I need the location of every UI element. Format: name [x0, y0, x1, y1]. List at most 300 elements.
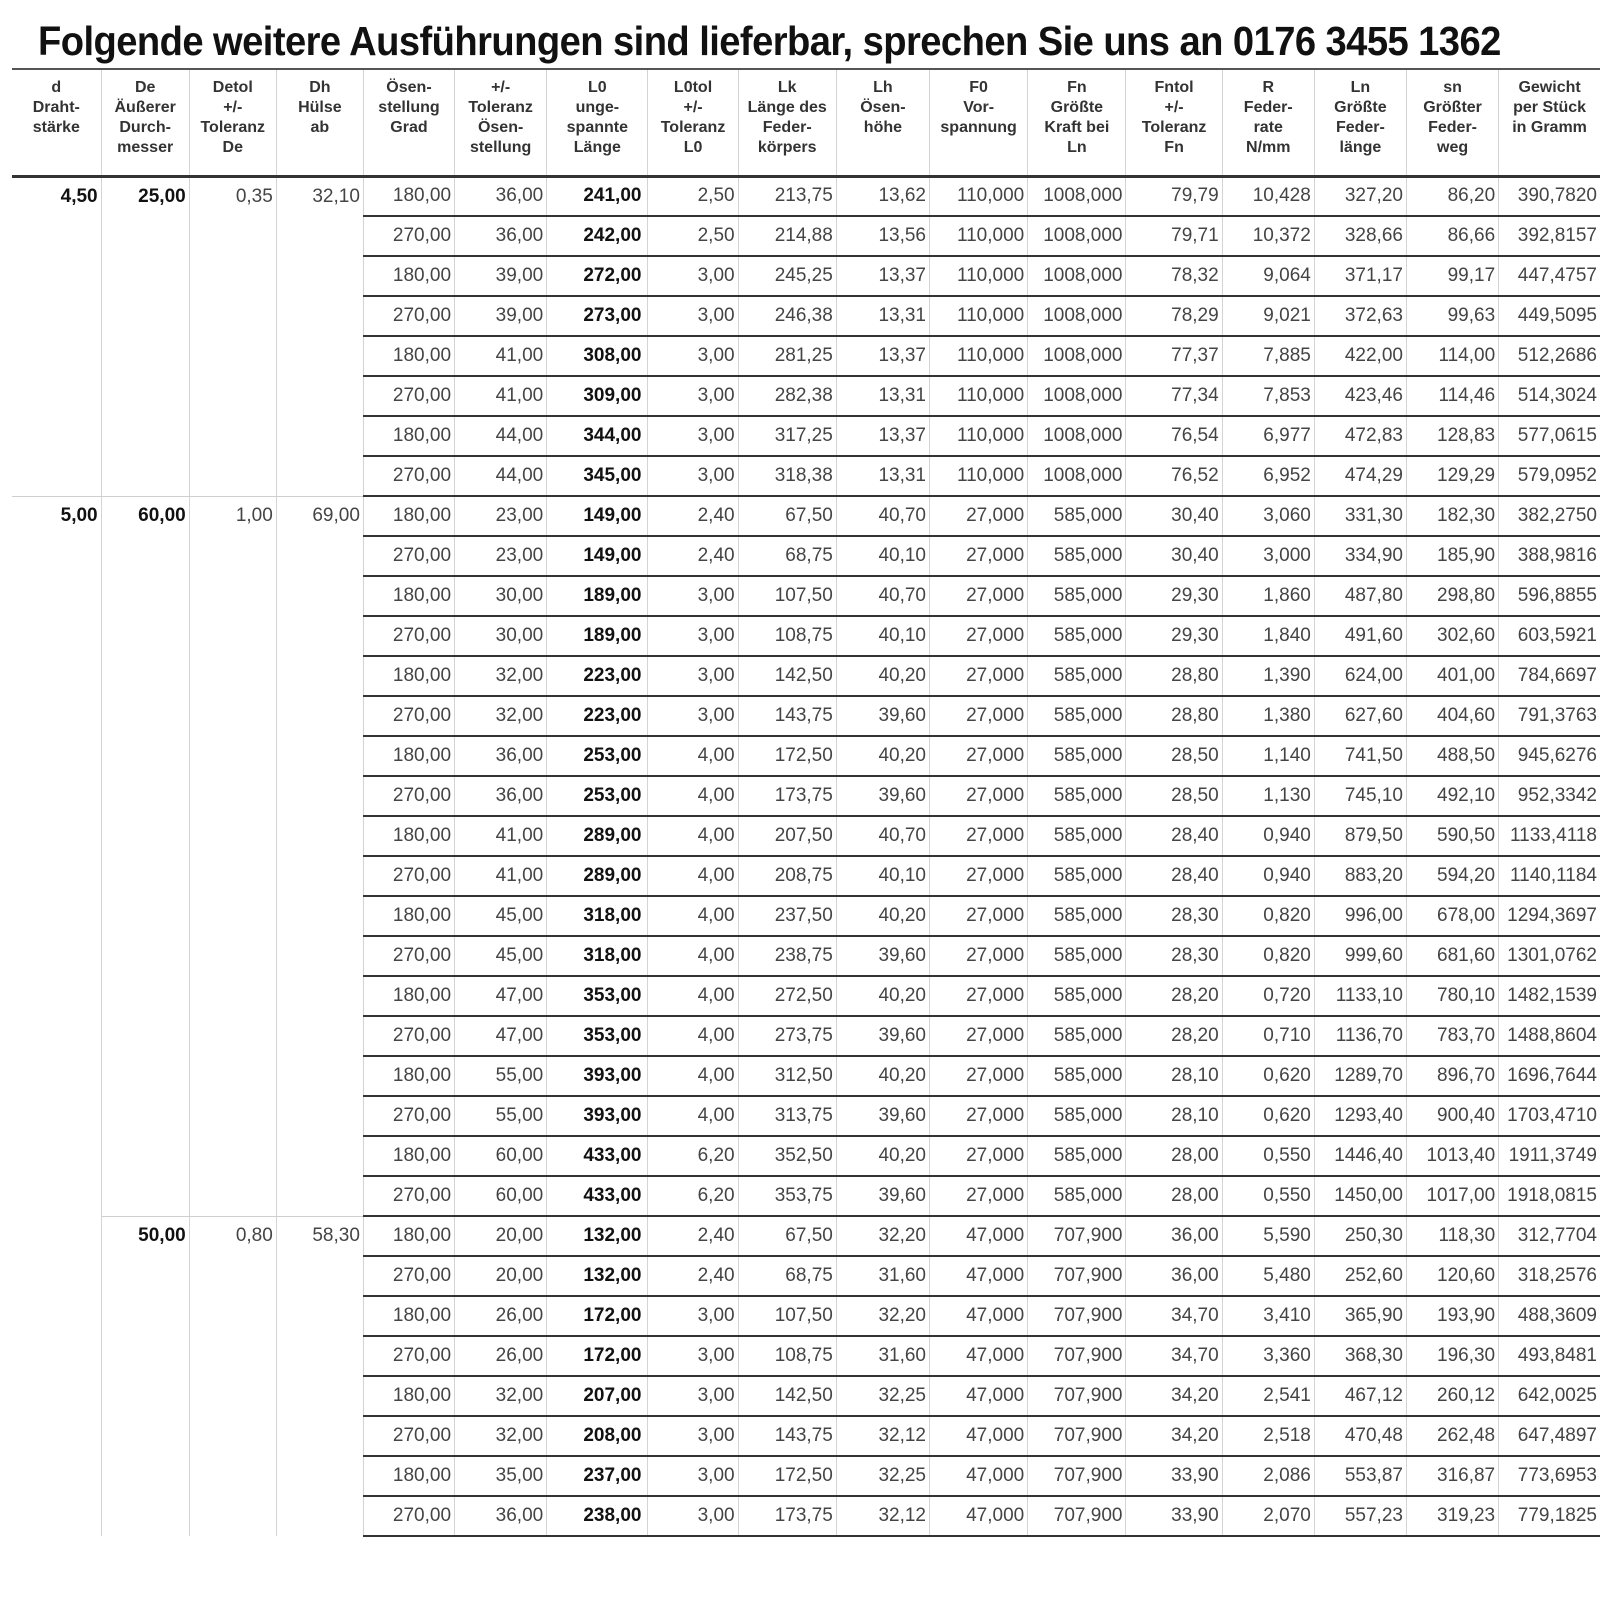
table-cell: 1133,4118: [1499, 816, 1600, 856]
table-cell: 180,00: [363, 176, 454, 216]
table-cell: [276, 1016, 363, 1056]
table-cell: 118,30: [1406, 1216, 1498, 1256]
table-cell: 67,50: [738, 1216, 836, 1256]
table-cell: [12, 416, 101, 456]
table-cell: 20,00: [455, 1256, 547, 1296]
table-cell: 23,00: [455, 496, 547, 536]
table-cell: [101, 976, 189, 1016]
table-cell: 45,00: [455, 896, 547, 936]
table-cell: 28,10: [1126, 1096, 1222, 1136]
table-cell: 180,00: [363, 1056, 454, 1096]
table-cell: 28,80: [1126, 696, 1222, 736]
table-cell: 4,00: [648, 736, 738, 776]
table-cell: 512,2686: [1499, 336, 1600, 376]
table-cell: 308,00: [547, 336, 648, 376]
table-cell: [12, 256, 101, 296]
table-cell: 253,00: [547, 776, 648, 816]
table-row: [12, 1376, 1600, 1416]
table-cell: 36,00: [1126, 1216, 1222, 1256]
table-cell: 27,000: [930, 776, 1028, 816]
table-cell: 114,46: [1406, 376, 1498, 416]
table-cell: 0,720: [1222, 976, 1314, 1016]
table-cell: [276, 656, 363, 696]
table-cell: 585,000: [1028, 816, 1126, 856]
table-cell: [276, 1256, 363, 1296]
table-row: [12, 896, 1600, 936]
table-cell: 242,00: [547, 216, 648, 256]
table-cell: 4,00: [648, 1056, 738, 1096]
table-cell: [101, 1416, 189, 1456]
table-cell: 603,5921: [1499, 616, 1600, 656]
table-cell: 45,00: [455, 936, 547, 976]
table-cell: 596,8855: [1499, 576, 1600, 616]
table-cell: 69,00: [276, 496, 363, 536]
table-cell: 368,30: [1314, 1336, 1406, 1376]
table-cell: [101, 536, 189, 576]
table-cell: 0,710: [1222, 1016, 1314, 1056]
table-cell: [276, 1336, 363, 1376]
table-cell: [12, 616, 101, 656]
table-cell: 298,80: [1406, 576, 1498, 616]
table-cell: 32,12: [836, 1496, 929, 1536]
table-cell: [12, 1136, 101, 1176]
table-cell: 594,20: [1406, 856, 1498, 896]
table-cell: 36,00: [455, 1496, 547, 1536]
table-cell: 2,541: [1222, 1376, 1314, 1416]
table-cell: 40,20: [836, 1056, 929, 1096]
table-cell: 945,6276: [1499, 736, 1600, 776]
table-cell: 32,20: [836, 1296, 929, 1336]
table-cell: 2,40: [648, 1216, 738, 1256]
table-cell: [101, 1496, 189, 1536]
table-cell: 3,410: [1222, 1296, 1314, 1336]
table-cell: [276, 336, 363, 376]
table-cell: 0,940: [1222, 856, 1314, 896]
table-cell: 318,00: [547, 936, 648, 976]
table-cell: 27,000: [930, 976, 1028, 1016]
table-cell: 34,20: [1126, 1376, 1222, 1416]
table-cell: 39,00: [455, 296, 547, 336]
table-cell: 241,00: [547, 176, 648, 216]
table-cell: [189, 1496, 276, 1536]
table-cell: 317,25: [738, 416, 836, 456]
table-cell: 1008,000: [1028, 456, 1126, 496]
table-cell: 353,75: [738, 1176, 836, 1216]
table-cell: 173,75: [738, 1496, 836, 1536]
column-header: Ösen- stellung Grad: [363, 69, 454, 176]
table-row: [12, 176, 1600, 216]
table-cell: 39,00: [455, 256, 547, 296]
table-cell: 393,00: [547, 1096, 648, 1136]
table-cell: 282,38: [738, 376, 836, 416]
table-cell: 180,00: [363, 576, 454, 616]
table-row: [12, 816, 1600, 856]
table-cell: [12, 1096, 101, 1136]
table-cell: 27,000: [930, 1176, 1028, 1216]
table-cell: 0,35: [189, 176, 276, 216]
table-cell: 180,00: [363, 1376, 454, 1416]
table-cell: 585,000: [1028, 856, 1126, 896]
table-cell: [276, 216, 363, 256]
table-cell: 1301,0762: [1499, 936, 1600, 976]
table-cell: 32,00: [455, 1376, 547, 1416]
table-cell: 180,00: [363, 496, 454, 536]
table-cell: 27,000: [930, 1096, 1028, 1136]
column-header: sn Größter Feder- weg: [1406, 69, 1498, 176]
table-cell: 13,31: [836, 296, 929, 336]
table-cell: [189, 1096, 276, 1136]
table-cell: 23,00: [455, 536, 547, 576]
table-cell: 20,00: [455, 1216, 547, 1256]
table-row: [12, 976, 1600, 1016]
table-cell: 47,000: [930, 1336, 1028, 1376]
table-cell: [12, 576, 101, 616]
table-cell: 172,00: [547, 1296, 648, 1336]
table-cell: 1008,000: [1028, 296, 1126, 336]
table-cell: [189, 1136, 276, 1176]
table-cell: 4,50: [60, 185, 98, 207]
table-cell: 189,00: [547, 616, 648, 656]
table-cell: 30,00: [455, 576, 547, 616]
table-cell: [189, 336, 276, 376]
table-cell: [101, 1136, 189, 1176]
table-cell: 3,00: [648, 376, 738, 416]
table-cell: 13,31: [836, 456, 929, 496]
column-header: Detol +/- Toleranz De: [189, 69, 276, 176]
table-cell: 302,60: [1406, 616, 1498, 656]
table-cell: 44,00: [455, 456, 547, 496]
table-cell: 1,860: [1222, 576, 1314, 616]
table-cell: 4,00: [648, 816, 738, 856]
table-cell: 270,00: [363, 536, 454, 576]
table-cell: [12, 296, 101, 336]
table-cell: 32,12: [836, 1416, 929, 1456]
column-header: R Feder- rate N/mm: [1222, 69, 1314, 176]
table-cell: 77,34: [1126, 376, 1222, 416]
table-cell: [276, 1056, 363, 1096]
table-cell: 110,000: [930, 176, 1028, 216]
column-header: Fn Größte Kraft bei Ln: [1028, 69, 1126, 176]
table-row: [12, 336, 1600, 376]
table-cell: 9,021: [1222, 296, 1314, 336]
table-cell: 260,12: [1406, 1376, 1498, 1416]
table-cell: [189, 416, 276, 456]
table-cell: 180,00: [363, 1136, 454, 1176]
table-cell: 238,00: [547, 1496, 648, 1536]
table-row: [12, 856, 1600, 896]
table-cell: 3,00: [648, 416, 738, 456]
table-cell: [189, 696, 276, 736]
table-cell: 29,30: [1126, 576, 1222, 616]
table-cell: 3,00: [648, 256, 738, 296]
table-cell: [12, 896, 101, 936]
table-cell: 28,40: [1126, 816, 1222, 856]
table-cell: 472,83: [1314, 416, 1406, 456]
table-cell: [276, 376, 363, 416]
table-cell: 129,29: [1406, 456, 1498, 496]
table-cell: 34,70: [1126, 1296, 1222, 1336]
table-cell: 41,00: [455, 376, 547, 416]
table-cell: 28,40: [1126, 856, 1222, 896]
column-header: De Äußerer Durch- messer: [101, 69, 189, 176]
table-cell: [101, 1296, 189, 1336]
table-cell: 4,00: [648, 1016, 738, 1056]
table-cell: [12, 976, 101, 1016]
table-cell: [101, 1336, 189, 1376]
table-cell: [12, 776, 101, 816]
column-header: d Draht- stärke: [12, 69, 101, 176]
table-cell: 28,20: [1126, 1016, 1222, 1056]
table-cell: [101, 696, 189, 736]
table-cell: 1008,000: [1028, 176, 1126, 216]
table-cell: [189, 1336, 276, 1376]
table-cell: 13,31: [836, 376, 929, 416]
table-cell: [101, 576, 189, 616]
table-cell: 784,6697: [1499, 656, 1600, 696]
table-cell: [276, 616, 363, 656]
table-cell: 779,1825: [1499, 1496, 1600, 1536]
table-cell: 270,00: [363, 216, 454, 256]
table-cell: 707,900: [1028, 1376, 1126, 1416]
table-cell: 172,50: [738, 736, 836, 776]
table-cell: [12, 1256, 101, 1296]
table-cell: 3,00: [648, 576, 738, 616]
table-cell: [12, 736, 101, 776]
table-cell: [189, 536, 276, 576]
table-cell: 13,37: [836, 256, 929, 296]
table-cell: 41,00: [455, 816, 547, 856]
table-cell: [276, 1456, 363, 1496]
table-cell: [101, 296, 189, 336]
table-cell: 1140,1184: [1499, 856, 1600, 896]
table-cell: 422,00: [1314, 336, 1406, 376]
table-cell: 270,00: [363, 1016, 454, 1056]
table-cell: 1696,7644: [1499, 1056, 1600, 1096]
table-cell: [189, 376, 276, 416]
table-cell: 388,9816: [1499, 536, 1600, 576]
table-cell: 79,79: [1126, 176, 1222, 216]
table-cell: [101, 1056, 189, 1096]
table-cell: [189, 816, 276, 856]
table-cell: 79,71: [1126, 216, 1222, 256]
table-cell: [276, 1096, 363, 1136]
table-cell: 47,000: [930, 1416, 1028, 1456]
table-cell: 36,00: [455, 176, 547, 216]
table-cell: [101, 816, 189, 856]
table-cell: 27,000: [930, 736, 1028, 776]
table-cell: 585,000: [1028, 896, 1126, 936]
table-cell: 60,00: [101, 496, 189, 536]
table-cell: 0,820: [1222, 896, 1314, 936]
table-cell: 3,00: [648, 296, 738, 336]
table-cell: 40,70: [836, 576, 929, 616]
table-cell: 2,070: [1222, 1496, 1314, 1536]
table-cell: 77,37: [1126, 336, 1222, 376]
column-header: Dh Hülse ab: [276, 69, 363, 176]
table-cell: 68,75: [738, 536, 836, 576]
table-cell: 55,00: [455, 1056, 547, 1096]
table-cell: 390,7820: [1499, 176, 1600, 216]
table-cell: 590,50: [1406, 816, 1498, 856]
table-cell: 180,00: [363, 1216, 454, 1256]
table-cell: 143,75: [738, 1416, 836, 1456]
table-cell: 1,130: [1222, 776, 1314, 816]
table-cell: 952,3342: [1499, 776, 1600, 816]
table-cell: 39,60: [836, 776, 929, 816]
table-cell: 557,23: [1314, 1496, 1406, 1536]
table-cell: 185,90: [1406, 536, 1498, 576]
table-cell: 585,000: [1028, 1016, 1126, 1056]
table-row: [12, 376, 1600, 416]
table-cell: 270,00: [363, 1176, 454, 1216]
table-cell: 25,00: [101, 176, 189, 216]
table-cell: 488,3609: [1499, 1296, 1600, 1336]
table-cell: 470,48: [1314, 1416, 1406, 1456]
table-cell: 27,000: [930, 496, 1028, 536]
table-cell: 1017,00: [1406, 1176, 1498, 1216]
table-cell: 883,20: [1314, 856, 1406, 896]
table-cell: 3,00: [648, 1376, 738, 1416]
table-cell: [276, 1376, 363, 1416]
table-cell: 4,00: [648, 1096, 738, 1136]
table-row: [12, 616, 1600, 656]
table-cell: [12, 1376, 101, 1416]
table-cell: 344,00: [547, 416, 648, 456]
table-cell: 270,00: [363, 696, 454, 736]
table-cell: 585,000: [1028, 1176, 1126, 1216]
column-header: Ln Größte Feder- länge: [1314, 69, 1406, 176]
table-cell: 585,000: [1028, 736, 1126, 776]
table-row: [12, 496, 1600, 536]
table-cell: 110,000: [930, 296, 1028, 336]
table-cell: 647,4897: [1499, 1416, 1600, 1456]
table-cell: [276, 1136, 363, 1176]
table-cell: [101, 936, 189, 976]
table-cell: [276, 256, 363, 296]
table-cell: 39,60: [836, 1176, 929, 1216]
table-cell: [189, 1296, 276, 1336]
table-cell: 585,000: [1028, 696, 1126, 736]
table-cell: [276, 1176, 363, 1216]
table-cell: 27,000: [930, 696, 1028, 736]
table-row: [12, 936, 1600, 976]
table-cell: 78,29: [1126, 296, 1222, 336]
table-cell: 40,20: [836, 656, 929, 696]
table-cell: [189, 296, 276, 336]
table-cell: 29,30: [1126, 616, 1222, 656]
table-cell: 32,00: [455, 656, 547, 696]
table-cell: 3,00: [648, 696, 738, 736]
table-cell: 585,000: [1028, 576, 1126, 616]
column-header: Fntol +/- Toleranz Fn: [1126, 69, 1222, 176]
table-cell: 741,50: [1314, 736, 1406, 776]
table-cell: 270,00: [363, 936, 454, 976]
table-cell: [12, 1296, 101, 1336]
table-cell: 58,30: [276, 1216, 363, 1256]
table-cell: 28,00: [1126, 1136, 1222, 1176]
table-cell: 214,88: [738, 216, 836, 256]
table-cell: [101, 1176, 189, 1216]
table-cell: 1008,000: [1028, 216, 1126, 256]
table-cell: [276, 416, 363, 456]
table-cell: 1703,4710: [1499, 1096, 1600, 1136]
table-cell: 585,000: [1028, 496, 1126, 536]
table-cell: [12, 656, 101, 696]
table-cell: 142,50: [738, 656, 836, 696]
table-cell: 35,00: [455, 1456, 547, 1496]
table-cell: [276, 896, 363, 936]
table-cell: [276, 736, 363, 776]
table-cell: 3,00: [648, 656, 738, 696]
table-cell: 447,4757: [1499, 256, 1600, 296]
table-cell: [101, 256, 189, 296]
table-cell: 237,50: [738, 896, 836, 936]
table-cell: 223,00: [547, 696, 648, 736]
table-cell: 27,000: [930, 616, 1028, 656]
table-cell: 2,40: [648, 1256, 738, 1296]
table-cell: 553,87: [1314, 1456, 1406, 1496]
table-cell: 707,900: [1028, 1296, 1126, 1336]
table-cell: 4,00: [648, 896, 738, 936]
table-cell: 1013,40: [1406, 1136, 1498, 1176]
table-cell: 40,20: [836, 896, 929, 936]
table-cell: 449,5095: [1499, 296, 1600, 336]
table-cell: 0,80: [189, 1216, 276, 1256]
table-cell: 28,00: [1126, 1176, 1222, 1216]
column-header: Gewicht per Stück in Gramm: [1499, 69, 1600, 176]
table-cell: 309,00: [547, 376, 648, 416]
table-cell: 173,75: [738, 776, 836, 816]
table-cell: 0,550: [1222, 1176, 1314, 1216]
table-cell: [12, 1216, 101, 1256]
table-cell: [189, 656, 276, 696]
table-cell: 585,000: [1028, 1136, 1126, 1176]
table-cell: 334,90: [1314, 536, 1406, 576]
table-cell: 28,20: [1126, 976, 1222, 1016]
table-row: [12, 1416, 1600, 1456]
table-cell: 273,75: [738, 1016, 836, 1056]
table-cell: 26,00: [455, 1296, 547, 1336]
table-cell: 107,50: [738, 576, 836, 616]
table-cell: 26,00: [455, 1336, 547, 1376]
table-cell: 0,550: [1222, 1136, 1314, 1176]
table-cell: 879,50: [1314, 816, 1406, 856]
table-cell: 707,900: [1028, 1416, 1126, 1456]
table-cell: 996,00: [1314, 896, 1406, 936]
table-cell: 110,000: [930, 256, 1028, 296]
table-cell: 5,00: [60, 505, 98, 527]
table-cell: 7,885: [1222, 336, 1314, 376]
table-cell: 32,00: [455, 696, 547, 736]
table-cell: 3,00: [648, 1336, 738, 1376]
table-cell: 47,00: [455, 1016, 547, 1056]
table-cell: [276, 536, 363, 576]
table-cell: [101, 456, 189, 496]
table-cell: 318,38: [738, 456, 836, 496]
table-cell: 28,50: [1126, 776, 1222, 816]
table-cell: 13,37: [836, 416, 929, 456]
table-cell: 401,00: [1406, 656, 1498, 696]
table-cell: 514,3024: [1499, 376, 1600, 416]
table-cell: 585,000: [1028, 536, 1126, 576]
table-cell: 10,372: [1222, 216, 1314, 256]
table-cell: 1488,8604: [1499, 1016, 1600, 1056]
column-header: Lh Ösen- höhe: [836, 69, 929, 176]
table-cell: 433,00: [547, 1176, 648, 1216]
table-cell: 585,000: [1028, 616, 1126, 656]
table-cell: 492,10: [1406, 776, 1498, 816]
table-cell: 32,25: [836, 1456, 929, 1496]
